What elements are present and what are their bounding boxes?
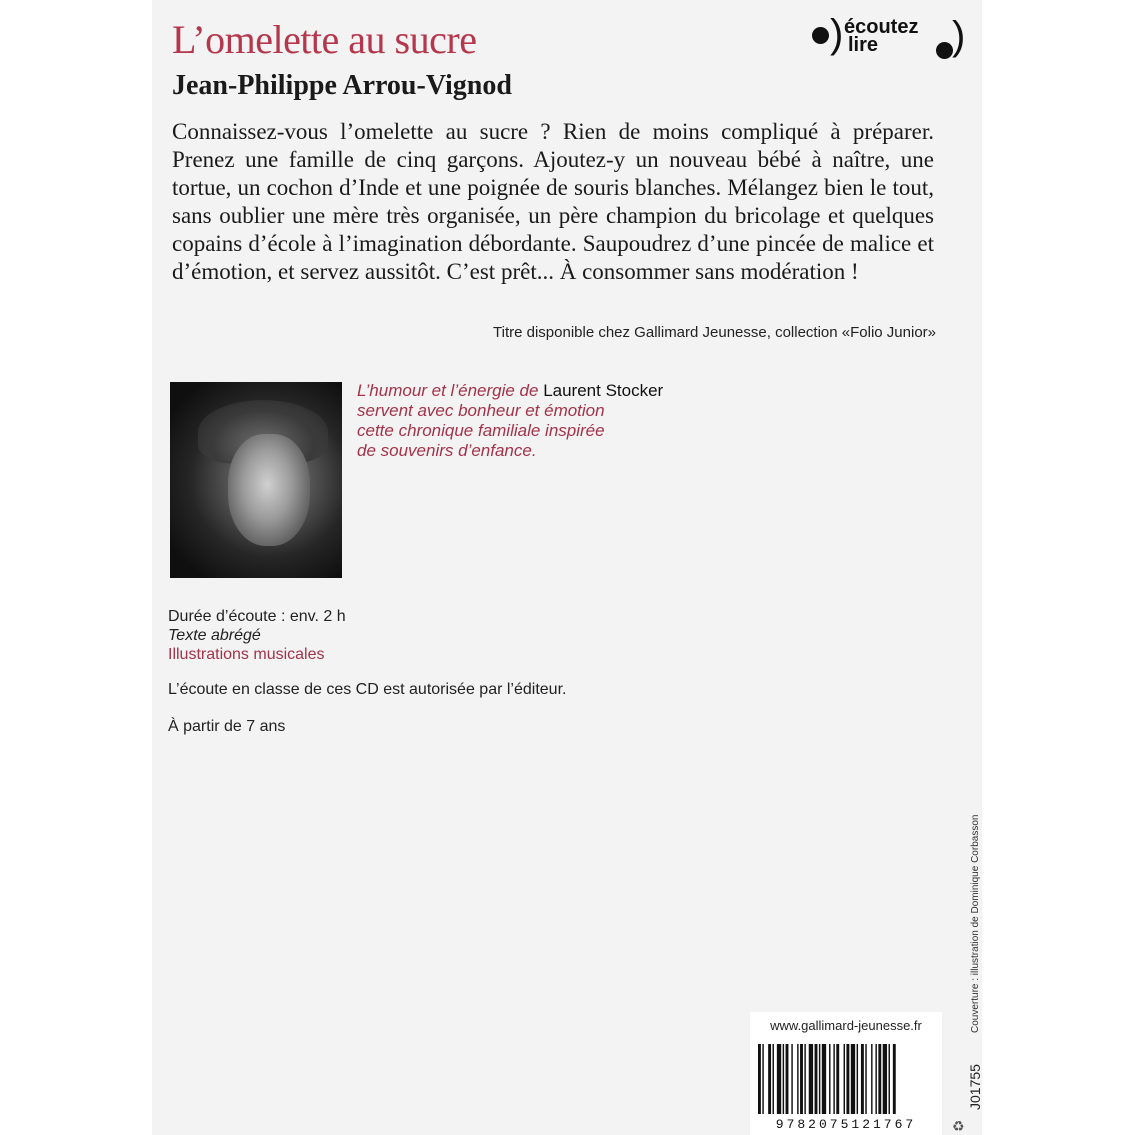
- barcode-bar: [809, 1044, 813, 1114]
- barcode-bar: [861, 1044, 864, 1114]
- logo-dot-left: [812, 27, 829, 44]
- reader-line-3: cette chronique familiale inspirée: [357, 421, 605, 440]
- barcode-bar: [833, 1044, 834, 1114]
- reader-name: Laurent Stocker: [543, 381, 664, 400]
- barcode-bar: [883, 1044, 887, 1114]
- barcode-bar: [846, 1044, 849, 1114]
- barcode-bar: [804, 1044, 805, 1114]
- barcode: [750, 1040, 942, 1135]
- music-note: Illustrations musicales: [168, 646, 325, 663]
- text-type: Texte abrégé: [168, 627, 261, 644]
- barcode-bar: [889, 1044, 890, 1114]
- barcode-bar: [836, 1044, 839, 1114]
- barcode-bar: [829, 1044, 830, 1114]
- reader-line-4: de souvenirs d’enfance.: [357, 441, 537, 460]
- barcode-bar: [875, 1044, 876, 1114]
- back-cover: [152, 0, 982, 1135]
- barcode-bar: [865, 1044, 866, 1114]
- barcode-bar: [768, 1044, 771, 1114]
- logo-dot-right: [936, 42, 953, 59]
- logo-word-lire: lire: [848, 34, 879, 56]
- logo-word-ecoutez: écoutez: [844, 16, 919, 38]
- ecoutez-lire-logo: [812, 14, 972, 62]
- cover-credit: Couverture : illustration de Dominique Corbasson: [970, 814, 981, 1033]
- barcode-bar: [815, 1044, 818, 1114]
- author-name: Jean-Philippe Arrou-Vignod: [172, 70, 512, 101]
- logo-paren-right: ): [952, 14, 966, 58]
- classroom-note: L’écoute en classe de ces CD est autorisée par l’éditeur.: [168, 681, 567, 698]
- barcode-bar: [777, 1044, 781, 1114]
- barcode-bar: [871, 1044, 872, 1114]
- barcode-bar: [797, 1044, 798, 1114]
- reader-credit: [357, 381, 737, 461]
- duration-text: Durée d’écoute : env. 2 h: [168, 608, 346, 625]
- summary-paragraph: Connaissez-vous l’omelette au sucre ? Rien de moins compliqué à préparer. Prenez une famille de cinq garçons. Ajoutez-y un nouveau bébé à naître, une tortue, un cochon d’Inde et une poignée de souris blanches. Mélangez bien le tout, sans oublier une mère très organisée, un père champion du bricolage et quelques copains d’école à l’imagination débordante. Saupoudrez d’une pincée de malice et d’émotion, et servez aussitôt. C’est prêt... À consommer sans modération !: [172, 119, 934, 284]
- barcode-bar: [857, 1044, 858, 1114]
- availability-note: Titre disponible chez Gallimard Jeunesse, collection «Folio Junior»: [493, 324, 936, 341]
- barcode-bar: [783, 1044, 784, 1114]
- publisher-website: www.gallimard-jeunesse.fr: [750, 1012, 942, 1040]
- age-note: À partir de 7 ans: [168, 718, 286, 735]
- barcode-bar: [893, 1044, 896, 1114]
- audio-info: [168, 607, 346, 664]
- barcode-bar: [758, 1044, 761, 1114]
- logo-paren-left: ): [830, 12, 844, 56]
- barcode-bars: [750, 1040, 942, 1118]
- photo-face: [228, 434, 310, 546]
- barcode-bar: [786, 1044, 789, 1114]
- recycle-icon: ♻: [952, 1118, 965, 1134]
- reader-line-2: servent avec bonheur et émotion: [357, 401, 605, 420]
- barcode-bar: [822, 1044, 826, 1114]
- barcode-bar: [791, 1044, 792, 1114]
- barcode-bar: [851, 1044, 855, 1114]
- reader-intro: L’humour et l’énergie de: [357, 381, 544, 400]
- barcode-bar: [773, 1044, 774, 1114]
- barcode-bar: [762, 1044, 763, 1114]
- barcode-bar: [800, 1044, 803, 1114]
- product-code: J01755: [967, 1064, 983, 1110]
- isbn-number: 9782075121767: [775, 1117, 917, 1132]
- book-title: L’omelette au sucre: [172, 17, 477, 62]
- barcode-bar: [878, 1044, 881, 1114]
- reader-photo: [170, 382, 342, 578]
- barcode-bar: [819, 1044, 820, 1114]
- barcode-bar: [844, 1044, 845, 1114]
